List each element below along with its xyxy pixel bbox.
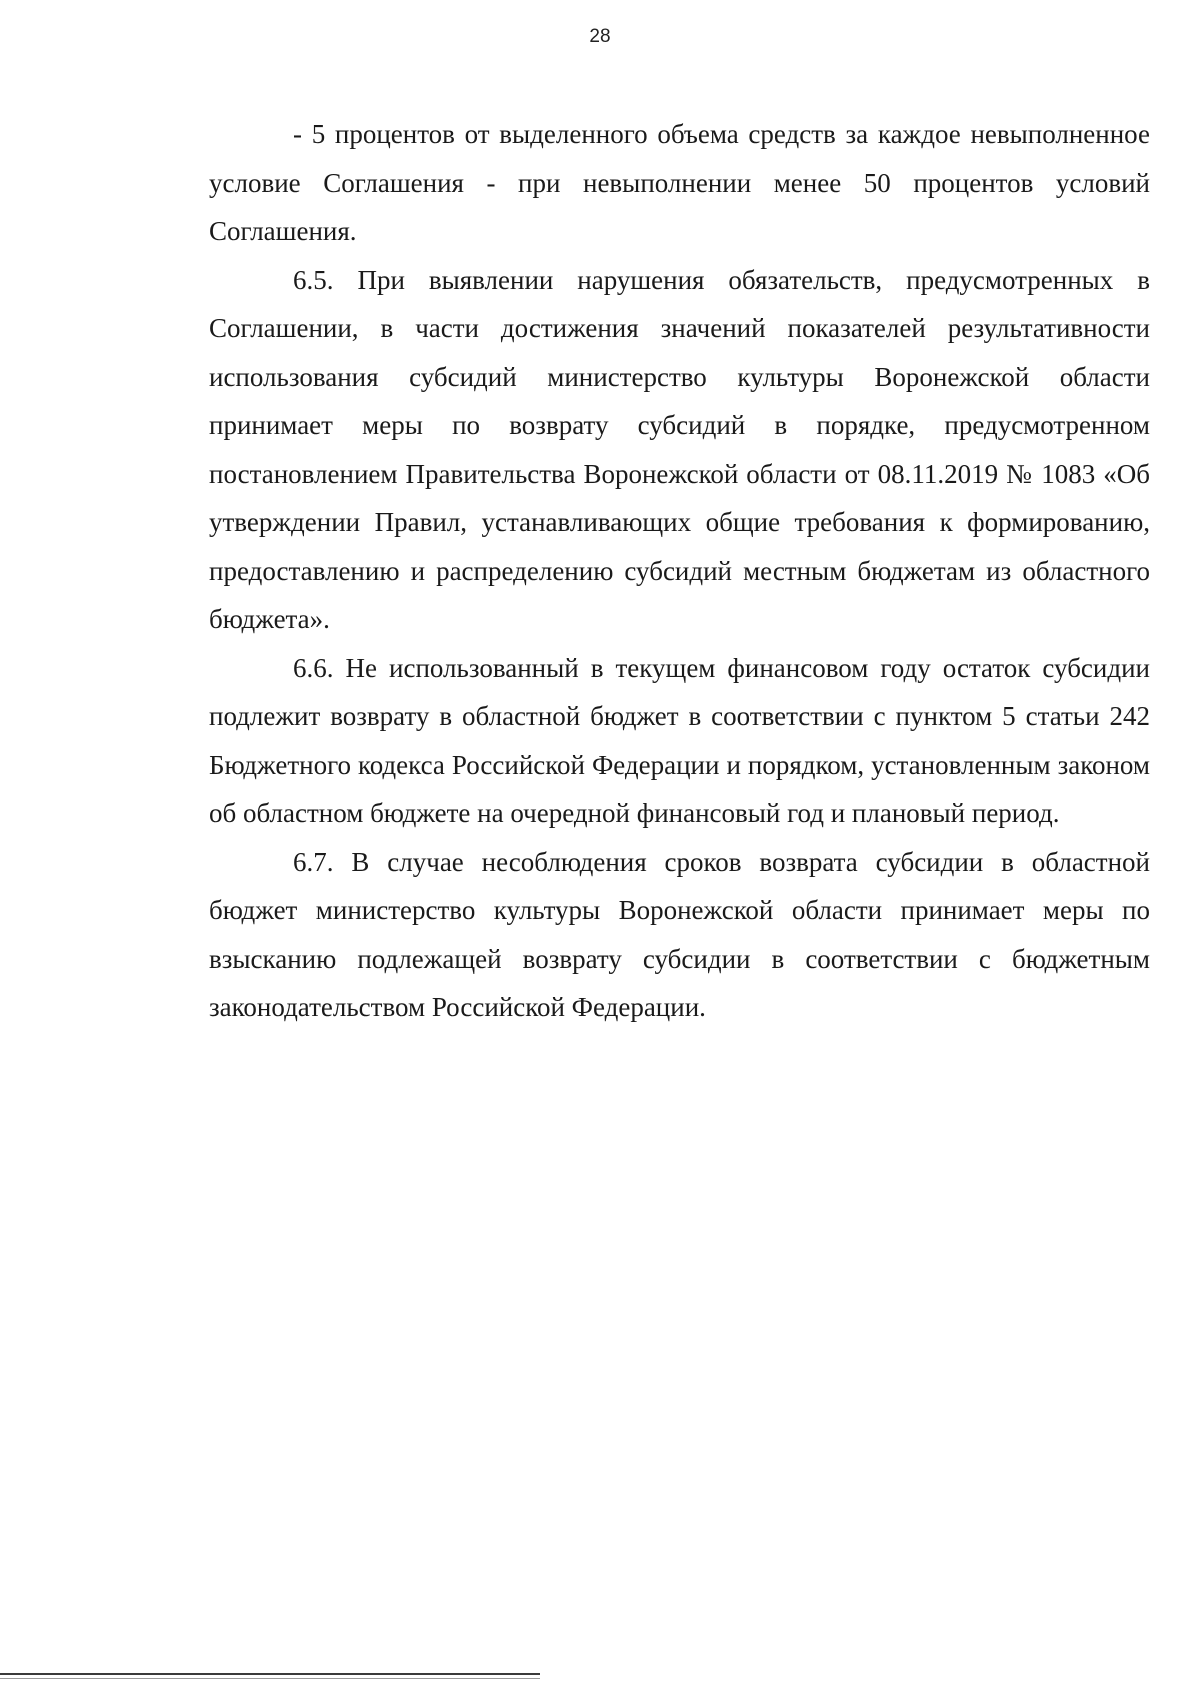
paragraph-penalty-clause: - 5 процентов от выделенного объема средств за каждое невыполненное условие Соглашения - при невыполнении менее 50 процентов условий Соглашения. bbox=[209, 119, 1150, 246]
paragraph-6-5: 6.5. При выявлении нарушения обязательств, предусмотренных в Соглашении, в части достижения значений показателей результативности использования субсидий министерство культуры Воронежской области принимает меры по возврату субсидий в порядке, предусмотренном постановлением Правительства Воронежской области от 08.11.2019 № 1083 «Об утверждении Правил, устанавливающих общие требования к формированию, предоставлению и распределению субсидий местным бюджетам из областного бюджета». bbox=[209, 264, 1150, 634]
paragraph-6-6: 6.6. Не использованный в текущем финансовом году остаток субсидии подлежит возврату в областной бюджет в соответствии с пунктом 5 статьи 242 Бюджетного кодекса Российской Федерации и порядком, установленным законом об областном бюджете на очередной финансовый год и плановый период. bbox=[209, 652, 1150, 828]
paragraph-6-7: 6.7. В случае несоблюдения сроков возврата субсидии в областной бюджет министерство культуры Воронежской области принимает меры по взысканию подлежащей возврату субсидии в соответствии с бюджетным законодательством Российской Федерации. bbox=[209, 846, 1150, 1022]
document-body bbox=[209, 110, 1150, 1032]
scan-edge-line bbox=[0, 1673, 540, 1675]
page-number: 28 bbox=[589, 26, 611, 47]
scan-edge-line-secondary bbox=[0, 1678, 540, 1679]
